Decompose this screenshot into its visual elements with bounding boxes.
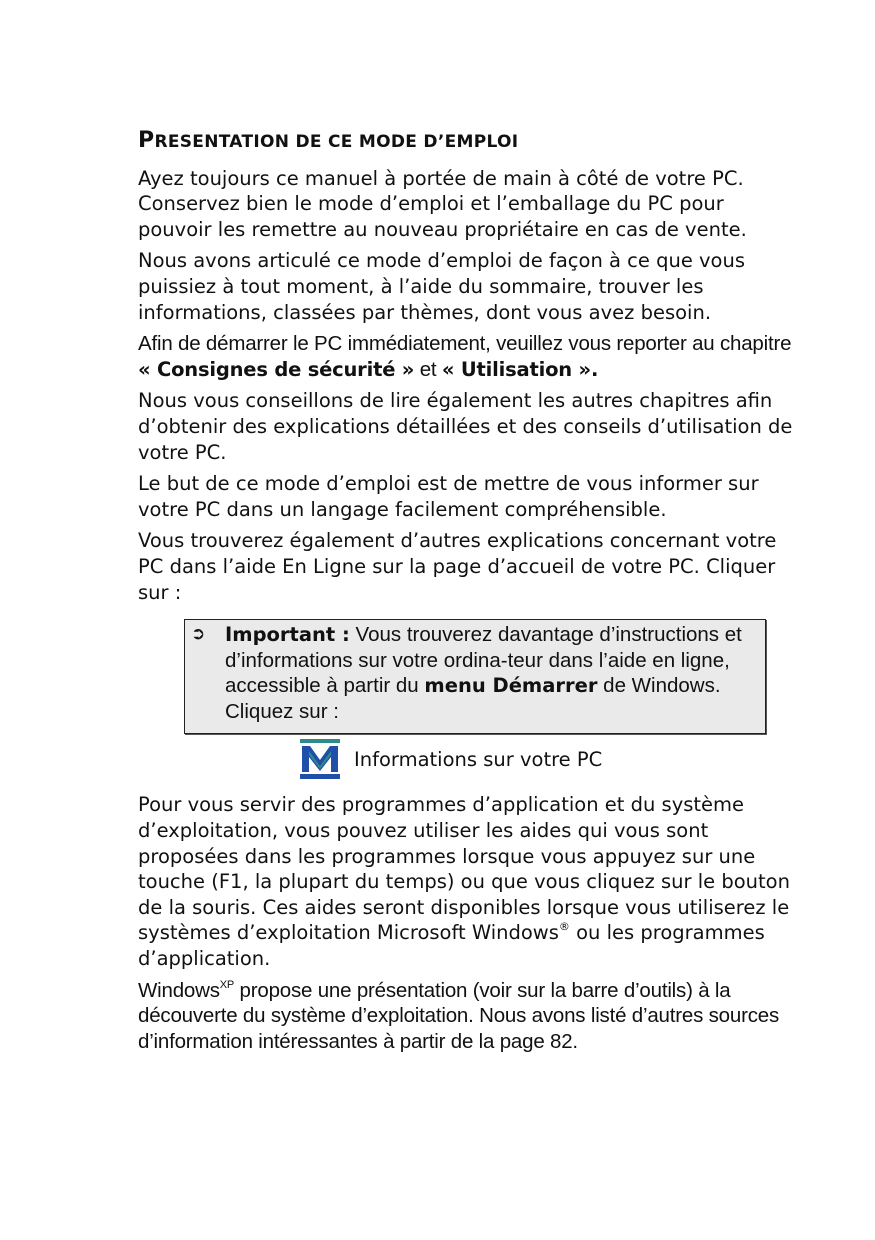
- online-help-paragraph: Vous trouverez également d’autres explications concernant votre PC dans l’aide En Ligne sur la page d’accueil de votre PC. Cliquer sur :: [138, 529, 777, 604]
- chapter-link-usage: « Utilisation ».: [441, 357, 599, 381]
- intro-paragraph: Ayez toujours ce manuel à portée de main à côté de votre PC. Conservez bien le mode d’emploi et l’emballage du PC pour pouvoir les remettre au nouveau propriétaire en cas de vente.: [138, 166, 747, 241]
- manual-page: [138, 128, 798, 1060]
- pc-info-label[interactable]: Informations sur votre PC: [354, 747, 603, 771]
- medion-logo-icon: [300, 739, 340, 779]
- important-note: ➲ Important : Vous trouverez davantage d’instructions et d’informations sur votre ordina-teur dans l’aide en ligne, accessible à partir du menu Démarrer de Windows. Cliquez sur :: [184, 619, 766, 734]
- start-menu-text: menu Démarrer: [424, 674, 598, 698]
- quick-start-paragraph: Afin de démarrer le PC immédiatement, veuillez vous reporter au chapitre « Consignes de sécurité » et « Utilisation ».: [138, 332, 792, 381]
- note-label: Important :: [225, 623, 350, 647]
- chapters-paragraph: Nous vous conseillons de lire également les autres chapitres afin d’obtenir des explications détaillées et des conseils d’utilisation de votre PC.: [138, 389, 793, 464]
- pc-info-shortcut[interactable]: [300, 738, 798, 780]
- purpose-paragraph: Le but de ce mode d’emploi est de mettre de vous informer sur votre PC dans un langage facilement compréhensible.: [138, 472, 759, 521]
- structure-paragraph: Nous avons articulé ce mode d’emploi de façon à ce que vous puissiez à tout moment, à l’aide du sommaire, trouver les informations, classées par thèmes, dont vous avez besoin.: [138, 249, 746, 324]
- page-title: PRESENTATION DE CE MODE D’EMPLOI: [138, 128, 519, 153]
- windows-xp-paragraph: Windows$^{XP}$ propose une présentation (voir sur la barre d’outils) à la découverte du système d’exploitation. Nous avons listé d’autres sources d’information intéressantes à partir de la page 82.: [138, 978, 780, 1053]
- chapter-link-safety: « Consignes de sécurité »: [138, 357, 415, 381]
- arrow-icon: ➲: [191, 624, 206, 645]
- help-paragraph: Pour vous servir des programmes d’application et du système d’exploitation, vous pouvez utiliser les aides qui vous sont proposées dans les programmes lorsque vous appuyez sur une touche (F1, la plupart du temps) ou que vous cliquez sur le bouton de la souris. Ces aides seront disponibles lorsque vous utiliserez le systèmes d’exploitation Microsoft Windows® ou les programmes d’application.: [138, 793, 790, 971]
